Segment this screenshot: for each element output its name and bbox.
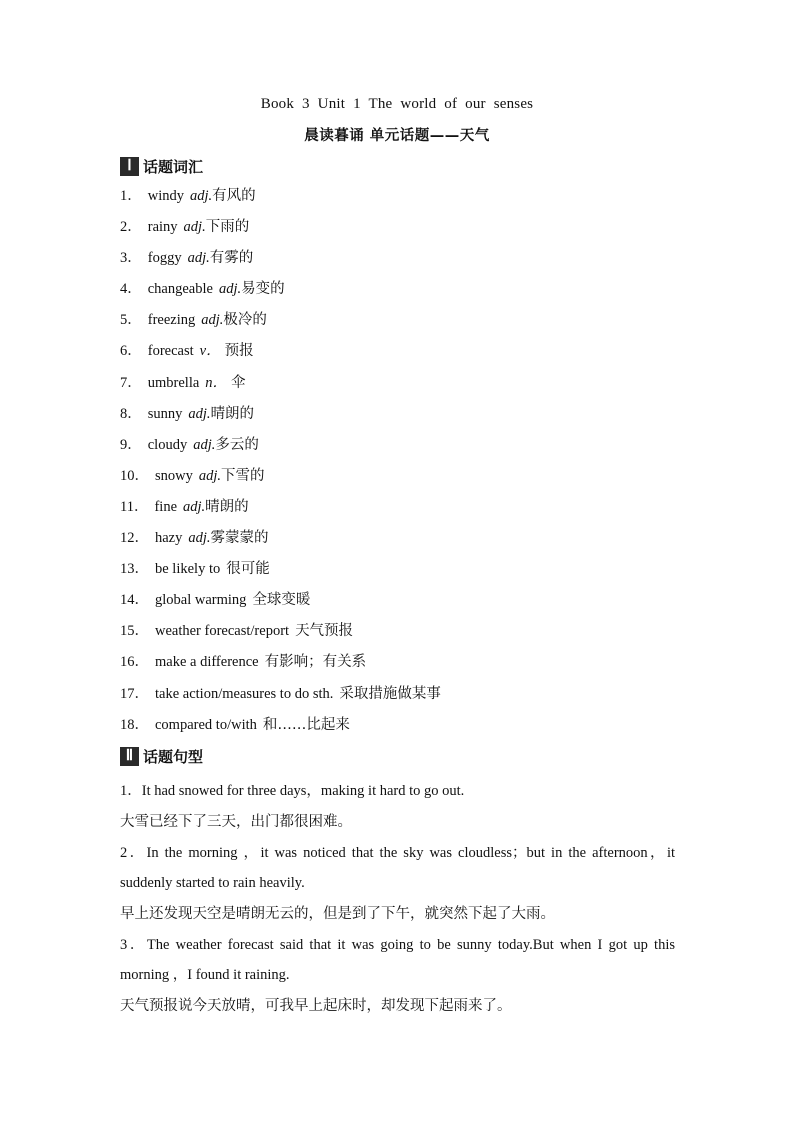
chinese-meaning: 易变的 — [241, 281, 285, 298]
chinese-meaning: 有影响；有关系 — [264, 654, 367, 671]
section-title: 话题句型 — [143, 747, 204, 766]
section-heading-vocabulary — [120, 156, 203, 176]
vocab-item — [120, 682, 441, 713]
vocab-item — [120, 433, 441, 464]
vocab-item — [120, 713, 441, 744]
item-number: 11． — [120, 498, 149, 515]
english-term: weather forecast/report — [155, 623, 290, 640]
item-number: 3． — [120, 250, 142, 267]
vocab-item — [120, 402, 441, 433]
english-term: forecast — [147, 343, 194, 360]
chinese-meaning: 很可能 — [226, 561, 270, 578]
part-of-speech: adj. — [190, 188, 213, 204]
chinese-meaning: 极冷的 — [223, 312, 267, 329]
chinese-meaning: 多云的 — [215, 436, 259, 453]
part-of-speech: adj. — [218, 281, 242, 298]
item-number: 7． — [120, 374, 142, 391]
english-term: cloudy — [147, 436, 188, 453]
part-of-speech: adj. — [187, 250, 210, 267]
item-number: 18． — [120, 716, 149, 733]
chinese-meaning: 全球变暖 — [252, 592, 311, 609]
english-term: changeable — [147, 281, 213, 298]
english-term: sunny — [147, 405, 183, 422]
section-heading-sentences — [120, 746, 203, 766]
english-sentence: 2．In the morning ，it was noticed that the sky was cloudless；but in the afternoon，it suddenly started to rain heavily. — [120, 844, 675, 891]
book-unit-title: Book 3 Unit 1 The world of our senses — [260, 96, 534, 112]
english-term: be likely to — [155, 561, 221, 578]
roman-numeral-badge: Ⅰ — [120, 157, 139, 176]
item-number: 14． — [120, 592, 149, 609]
part-of-speech: adj. — [183, 498, 206, 515]
english-term: compared to/with — [155, 716, 257, 733]
vocab-item — [120, 588, 441, 619]
vocab-item — [120, 650, 441, 681]
vocab-item — [120, 464, 441, 495]
english-term: foggy — [147, 250, 182, 267]
vocab-item — [120, 371, 441, 402]
part-of-speech: adj. — [193, 436, 216, 453]
chinese-meaning: 晴朗的 — [210, 405, 255, 422]
vocab-item — [120, 246, 441, 277]
item-number: 1． — [120, 188, 142, 204]
chinese-meaning: 天气预报 — [295, 623, 354, 640]
english-term: hazy — [155, 530, 183, 547]
english-term: global warming — [155, 592, 247, 609]
topic-subtitle: 晨读暮诵 单元话题——天气 — [304, 128, 490, 144]
english-term: make a difference — [155, 654, 259, 671]
chinese-meaning: 下雨的 — [205, 219, 250, 236]
part-of-speech: adj. — [201, 312, 224, 329]
item-number: 9． — [120, 436, 142, 453]
chinese-meaning: 预报 — [224, 343, 254, 360]
vocab-item — [120, 277, 441, 308]
vocab-item — [120, 557, 441, 588]
vocab-item — [120, 308, 441, 339]
vocab-item — [120, 526, 441, 557]
chinese-meaning: 晴朗的 — [205, 498, 249, 515]
english-term: snowy — [155, 467, 193, 484]
item-number: 8． — [120, 405, 142, 422]
item-number: 13． — [120, 561, 149, 578]
vocabulary-list — [120, 184, 441, 744]
english-sentence: 1．It had snowed for three days，making it hard to go out. — [120, 783, 465, 799]
item-number: 12． — [120, 530, 149, 547]
item-number: 4． — [120, 281, 142, 298]
english-term: rainy — [147, 219, 178, 236]
english-term: freezing — [147, 312, 196, 329]
chinese-meaning: 有雾的 — [209, 250, 254, 267]
part-of-speech: adj. — [188, 530, 211, 547]
sentence-patterns — [120, 776, 675, 1022]
item-number: 5． — [120, 312, 142, 329]
item-number: 6． — [120, 343, 142, 360]
chinese-meaning: 伞 — [231, 374, 246, 391]
part-of-speech: adj. — [188, 405, 211, 422]
chinese-meaning: 和……比起来 — [262, 716, 350, 733]
roman-numeral-badge: Ⅱ — [120, 747, 139, 766]
english-term: take action/measures to do sth. — [155, 685, 334, 702]
english-sentence: 3．The weather forecast said that it was going to be sunny today.But when I got up this morning ，I found it raining. — [120, 936, 675, 983]
chinese-translation: 大雪已经下了三天，出门都很困难。 — [120, 813, 352, 830]
item-number: 10． — [120, 467, 149, 484]
part-of-speech: v． — [199, 343, 221, 360]
english-term: fine — [154, 498, 178, 515]
english-term: umbrella — [147, 374, 200, 391]
chinese-meaning: 有风的 — [212, 188, 256, 204]
chinese-translation: 早上还发现天空是晴朗无云的，但是到了下午，就突然下起了大雨。 — [120, 905, 555, 922]
vocab-item — [120, 495, 441, 526]
vocab-item — [120, 619, 441, 650]
chinese-meaning: 下雪的 — [221, 467, 265, 484]
vocab-item — [120, 339, 441, 370]
part-of-speech: adj. — [183, 219, 206, 236]
part-of-speech: adj. — [198, 467, 222, 484]
item-number: 17． — [120, 685, 149, 702]
item-number: 2． — [120, 219, 142, 236]
item-number: 16． — [120, 654, 149, 671]
english-term: windy — [147, 188, 184, 204]
section-title: 话题词汇 — [143, 157, 204, 176]
chinese-meaning: 采取措施做某事 — [339, 685, 441, 702]
vocab-item — [120, 215, 441, 246]
vocab-item — [120, 184, 441, 215]
chinese-meaning: 雾蒙蒙的 — [210, 530, 269, 547]
item-number: 15． — [120, 623, 149, 640]
part-of-speech: n． — [205, 374, 228, 391]
chinese-translation: 天气预报说今天放晴，可我早上起床时，却发现下起雨来了。 — [120, 997, 512, 1014]
